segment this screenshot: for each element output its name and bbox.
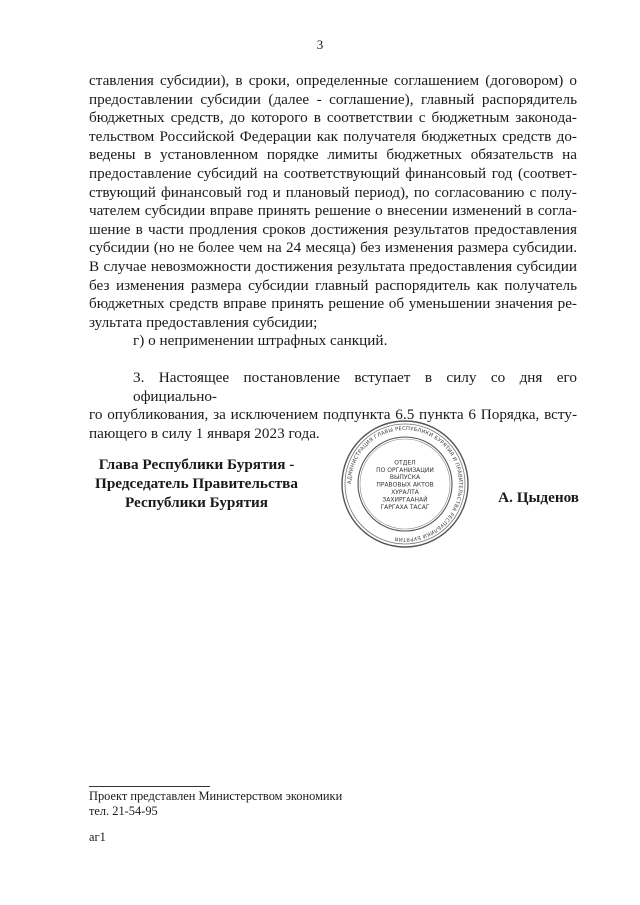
text-line: пающего в силу 1 января 2023 года. [89, 424, 320, 442]
seal-inner-line: ЗАХИРГААНАЙ [382, 496, 428, 504]
text-line: предоставлении субсидии (далее - соглашение), главный распорядитель [89, 90, 577, 108]
text-line: ствующий финансовый год и плановый период), по согласованию с полу- [89, 183, 577, 201]
text-line: 3. Настоящее постановление вступает в силу со дня его официально- [133, 368, 577, 405]
signatory-title [89, 455, 304, 512]
text-line: чателем субсидии вправе принять решение о внесении изменений в согла- [89, 202, 577, 220]
text-line: бюджетных средств, до которого в соответствии с бюджетным законода- [89, 109, 577, 127]
text-line: го опубликования, за исключением подпункта 6.5 пункта 6 Порядка, всту- [89, 406, 577, 424]
text-line: субсидии (но не более чем на 24 месяца) без изменения размера субсидии. [89, 239, 577, 257]
seal-inner-line: ГАРГАХА ТАСАГ [380, 503, 430, 511]
text-line: ставления субсидии), в сроки, определенные соглашением (договором) о [89, 72, 577, 89]
text-line: без изменения размера субсидии главный распорядитель как получатель [89, 276, 577, 294]
signatory-title-line: Председатель Правительства [95, 475, 298, 492]
signatory-title-line: Глава Республики Бурятия - [98, 456, 295, 473]
footnote-line: тел. 21-54-95 [89, 803, 158, 818]
seal-inner-line: ВЫПУСКА [389, 474, 421, 482]
signer-name: А. Цыденов [498, 489, 579, 506]
executor-code: аг1 [89, 830, 106, 844]
signatory-title-line: Республики Бурятия [124, 494, 269, 511]
text-line: ведены в установленном порядке лимиты бюджетных обязательств на [89, 146, 577, 164]
text-line: тельством Российской Федерации как получателя бюджетных средств до- [89, 127, 577, 145]
official-seal [339, 418, 471, 550]
seal-inner-line: ПО ОРГАНИЗАЦИИ [376, 466, 434, 474]
seal-inner-line: ХУРАЛТА [391, 489, 419, 496]
text-line: зультата предоставления субсидии; [89, 313, 318, 331]
paragraph-subsidy-terms [89, 72, 577, 332]
footnote [89, 789, 342, 818]
text-line: бюджетных средств вправе принять решение об уменьшении значения ре- [89, 295, 577, 313]
text-line: шение в части продления сроков достижения результатов предоставления [89, 220, 577, 238]
seal-inner-line: ПРАВОВЫХ АКТОВ [376, 481, 434, 489]
item-g: г) о неприменении штрафных санкций. [133, 332, 388, 350]
seal-inner-text [376, 459, 434, 510]
text-line: предоставление субсидий на соответствующий финансовый год (соответ- [89, 164, 577, 182]
seal-ring-text: АДМИНИСТРАЦИЯ ГЛАВЫ РЕСПУБЛИКИ БУРЯТИЯ И ПРАВИТЕЛЬСТВА РЕСПУБЛИКИ БУРЯТИЯ [346, 425, 464, 543]
page-number: 3 [316, 37, 324, 52]
footnote-divider [89, 786, 210, 787]
footnote-line: Проект представлен Министерством экономики [89, 789, 343, 803]
text-line: В случае невозможности достижения результата предоставления субсидии [89, 257, 577, 275]
document-body [89, 72, 577, 443]
paragraph-effective-date [89, 369, 577, 443]
seal-inner-line: ОТДЕЛ [394, 459, 416, 467]
